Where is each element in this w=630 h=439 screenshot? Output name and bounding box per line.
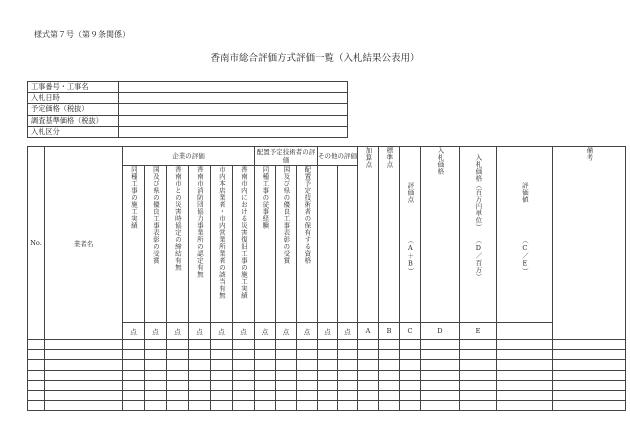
table-cell bbox=[167, 401, 189, 411]
table-cell bbox=[460, 390, 497, 400]
table-cell bbox=[497, 360, 553, 370]
table-cell bbox=[145, 340, 167, 350]
criterion-label: 国及び県の優良工事表彰の受賞 bbox=[282, 166, 291, 264]
table-cell bbox=[379, 360, 400, 370]
criterion-label: 香南市内における災害復旧工事の施工実績 bbox=[239, 166, 248, 299]
info-label: 入札日時 bbox=[28, 93, 119, 104]
table-cell bbox=[297, 370, 318, 380]
table-cell bbox=[233, 401, 255, 411]
info-row bbox=[28, 104, 348, 115]
table-cell bbox=[28, 350, 45, 360]
table-cell bbox=[297, 390, 318, 400]
table-cell bbox=[145, 380, 167, 390]
table-row bbox=[28, 340, 626, 350]
table-cell bbox=[211, 370, 233, 380]
info-row bbox=[28, 93, 348, 104]
no-header: No. bbox=[28, 147, 45, 340]
unit-cell: 点 bbox=[255, 323, 276, 340]
table-cell bbox=[276, 350, 297, 360]
criterion-header bbox=[318, 166, 338, 323]
table-cell bbox=[233, 360, 255, 370]
table-cell bbox=[379, 390, 400, 400]
table-cell bbox=[255, 340, 276, 350]
table-cell bbox=[255, 370, 276, 380]
table-cell bbox=[338, 380, 358, 390]
table-cell bbox=[460, 360, 497, 370]
evaluation-table bbox=[27, 146, 626, 411]
table-cell bbox=[358, 340, 379, 350]
table-cell bbox=[553, 370, 626, 380]
criterion-label: 香南市消防団協力事業所の認定有無 bbox=[195, 166, 204, 278]
table-cell bbox=[379, 401, 400, 411]
summary-column-header bbox=[421, 147, 460, 323]
summary-formula: （C／E） bbox=[520, 237, 529, 275]
table-cell bbox=[276, 401, 297, 411]
criterion-header bbox=[297, 166, 318, 323]
table-cell bbox=[358, 401, 379, 411]
table-cell bbox=[421, 370, 460, 380]
table-cell bbox=[400, 370, 421, 380]
table-cell bbox=[421, 390, 460, 400]
info-value bbox=[119, 115, 348, 126]
table-cell bbox=[233, 380, 255, 390]
info-row bbox=[28, 82, 348, 93]
table-cell bbox=[45, 370, 123, 380]
table-cell bbox=[338, 350, 358, 360]
table-cell bbox=[28, 380, 45, 390]
unit-cell: 点 bbox=[318, 323, 338, 340]
unit-cell: 点 bbox=[145, 323, 167, 340]
table-cell bbox=[211, 360, 233, 370]
table-cell bbox=[497, 340, 553, 350]
table-cell bbox=[233, 390, 255, 400]
table-cell bbox=[553, 340, 626, 350]
table-cell bbox=[553, 350, 626, 360]
table-cell bbox=[318, 390, 338, 400]
table-cell bbox=[460, 350, 497, 360]
table-cell bbox=[45, 340, 123, 350]
table-cell bbox=[318, 380, 338, 390]
column-letter: C bbox=[400, 323, 421, 340]
table-cell bbox=[233, 350, 255, 360]
summary-column-header bbox=[497, 147, 553, 323]
criterion-header bbox=[145, 166, 167, 323]
criterion-label: 市内本店業者・市内営業所業者の該当有無 bbox=[217, 166, 226, 299]
column-letter bbox=[497, 323, 553, 340]
info-label: 工事番号・工事名 bbox=[28, 82, 119, 93]
table-cell bbox=[318, 350, 338, 360]
table-cell bbox=[358, 380, 379, 390]
table-row bbox=[28, 360, 626, 370]
table-cell bbox=[145, 390, 167, 400]
criterion-label: 国及び県の優良工事表彰の受賞 bbox=[151, 166, 160, 264]
table-cell bbox=[276, 370, 297, 380]
criterion-header bbox=[189, 166, 211, 323]
criterion-header bbox=[255, 166, 276, 323]
table-cell bbox=[379, 350, 400, 360]
summary-column-header bbox=[460, 147, 497, 323]
table-cell bbox=[460, 380, 497, 390]
table-cell bbox=[233, 340, 255, 350]
table-cell bbox=[189, 340, 211, 350]
table-cell bbox=[255, 401, 276, 411]
table-row bbox=[28, 390, 626, 400]
table-cell bbox=[189, 401, 211, 411]
summary-label: 標準点 bbox=[385, 147, 394, 168]
table-cell bbox=[211, 340, 233, 350]
table-cell bbox=[400, 401, 421, 411]
column-letter: D bbox=[421, 323, 460, 340]
table-cell bbox=[297, 360, 318, 370]
table-row bbox=[28, 401, 626, 411]
table-row bbox=[28, 350, 626, 360]
table-cell bbox=[211, 390, 233, 400]
table-cell bbox=[45, 401, 123, 411]
table-cell bbox=[167, 380, 189, 390]
table-cell bbox=[123, 380, 145, 390]
summary-column-header bbox=[358, 147, 379, 323]
table-cell bbox=[45, 380, 123, 390]
table-cell bbox=[497, 401, 553, 411]
unit-cell: 点 bbox=[211, 323, 233, 340]
table-cell bbox=[167, 350, 189, 360]
table-cell bbox=[211, 350, 233, 360]
criterion-header bbox=[276, 166, 297, 323]
table-cell bbox=[318, 360, 338, 370]
column-letter: E bbox=[460, 323, 497, 340]
summary-column-header bbox=[379, 147, 400, 323]
table-cell bbox=[553, 401, 626, 411]
company-name-header: 業者名 bbox=[45, 147, 123, 340]
table-cell bbox=[167, 390, 189, 400]
table-cell bbox=[28, 360, 45, 370]
unit-cell: 点 bbox=[167, 323, 189, 340]
table-cell bbox=[28, 370, 45, 380]
table-cell bbox=[358, 390, 379, 400]
summary-column-header bbox=[400, 147, 421, 323]
table-cell bbox=[421, 350, 460, 360]
unit-cell: 点 bbox=[123, 323, 145, 340]
engineer-eval-header: 配置予定技術者の評価 bbox=[255, 147, 318, 166]
table-cell bbox=[123, 390, 145, 400]
unit-cell: 点 bbox=[233, 323, 255, 340]
table-cell bbox=[400, 340, 421, 350]
table-cell bbox=[460, 401, 497, 411]
table-cell bbox=[255, 360, 276, 370]
table-cell bbox=[460, 340, 497, 350]
table-cell bbox=[460, 370, 497, 380]
table-cell bbox=[553, 360, 626, 370]
table-cell bbox=[553, 380, 626, 390]
table-cell bbox=[318, 340, 338, 350]
table-cell bbox=[123, 370, 145, 380]
table-cell bbox=[255, 380, 276, 390]
table-cell bbox=[167, 370, 189, 380]
unit-cell: 点 bbox=[297, 323, 318, 340]
table-row bbox=[28, 370, 626, 380]
company-eval-header: 企業の評価 bbox=[123, 147, 255, 166]
table-cell bbox=[211, 401, 233, 411]
table-cell bbox=[123, 350, 145, 360]
table-cell bbox=[189, 350, 211, 360]
table-cell bbox=[28, 340, 45, 350]
table-cell bbox=[145, 350, 167, 360]
criterion-header bbox=[338, 166, 358, 323]
table-cell bbox=[497, 350, 553, 360]
table-cell bbox=[358, 370, 379, 380]
table-cell bbox=[123, 401, 145, 411]
table-cell bbox=[497, 370, 553, 380]
form-number: 様式第７号（第９条関係） bbox=[34, 30, 130, 39]
table-cell bbox=[145, 360, 167, 370]
info-row bbox=[28, 126, 348, 137]
summary-label: 評価点 bbox=[406, 181, 415, 203]
criterion-header bbox=[211, 166, 233, 323]
remarks-label: 備考 bbox=[585, 147, 594, 161]
table-cell bbox=[379, 380, 400, 390]
table-cell bbox=[123, 360, 145, 370]
table-cell bbox=[233, 370, 255, 380]
table-cell bbox=[145, 401, 167, 411]
table-cell bbox=[318, 401, 338, 411]
table-cell bbox=[297, 350, 318, 360]
table-cell bbox=[338, 390, 358, 400]
table-cell bbox=[276, 340, 297, 350]
table-cell bbox=[297, 380, 318, 390]
table-cell bbox=[379, 370, 400, 380]
page-title: 香南市総合評価方式評価一覧（入札結果公表用） bbox=[210, 53, 420, 64]
table-cell bbox=[276, 380, 297, 390]
table-cell bbox=[255, 390, 276, 400]
column-letter: A bbox=[358, 323, 379, 340]
table-cell bbox=[421, 340, 460, 350]
unit-cell: 点 bbox=[189, 323, 211, 340]
table-cell bbox=[497, 390, 553, 400]
criterion-label: 配置予定技術者の保有する資格 bbox=[303, 166, 312, 264]
info-value bbox=[119, 126, 348, 137]
table-cell bbox=[276, 360, 297, 370]
table-cell bbox=[318, 370, 338, 380]
table-cell bbox=[123, 340, 145, 350]
criterion-header bbox=[167, 166, 189, 323]
table-cell bbox=[421, 401, 460, 411]
table-cell bbox=[28, 401, 45, 411]
table-cell bbox=[553, 390, 626, 400]
table-cell bbox=[400, 360, 421, 370]
info-label: 調査基準価格（税抜） bbox=[28, 115, 119, 126]
table-cell bbox=[421, 380, 460, 390]
table-cell bbox=[276, 390, 297, 400]
table-cell bbox=[400, 350, 421, 360]
summary-label: 入札価格（百万円単位） bbox=[474, 153, 483, 231]
table-cell bbox=[167, 340, 189, 350]
table-cell bbox=[338, 370, 358, 380]
table-cell bbox=[45, 360, 123, 370]
info-label: 入札区分 bbox=[28, 126, 119, 137]
table-cell bbox=[338, 360, 358, 370]
table-cell bbox=[379, 340, 400, 350]
criterion-label: 香南市との災害時協定の締結有無 bbox=[173, 166, 182, 271]
table-row bbox=[28, 380, 626, 390]
info-value bbox=[119, 93, 348, 104]
table-cell bbox=[28, 390, 45, 400]
criterion-label: 同種工事の従事経験 bbox=[261, 166, 270, 229]
table-cell bbox=[45, 390, 123, 400]
table-cell bbox=[45, 350, 123, 360]
table-cell bbox=[358, 350, 379, 360]
table-cell bbox=[421, 360, 460, 370]
table-cell bbox=[211, 380, 233, 390]
data-rows bbox=[28, 340, 626, 411]
table-cell bbox=[189, 380, 211, 390]
summary-label: 評価値 bbox=[520, 181, 529, 203]
summary-formula: （A＋B） bbox=[406, 237, 415, 275]
table-cell bbox=[189, 390, 211, 400]
info-table bbox=[27, 81, 348, 138]
column-letter: B bbox=[379, 323, 400, 340]
criterion-label: 同種工事の施工実績 bbox=[129, 166, 138, 229]
table-cell bbox=[167, 360, 189, 370]
table-cell bbox=[338, 401, 358, 411]
table-cell bbox=[189, 360, 211, 370]
table-cell bbox=[497, 380, 553, 390]
unit-cell: 点 bbox=[276, 323, 297, 340]
table-cell bbox=[255, 350, 276, 360]
criterion-header bbox=[233, 166, 255, 323]
table-cell bbox=[297, 340, 318, 350]
other-eval-header: その他の評価 bbox=[318, 147, 358, 166]
table-cell bbox=[400, 390, 421, 400]
info-value bbox=[119, 82, 348, 93]
info-value bbox=[119, 104, 348, 115]
table-cell bbox=[338, 340, 358, 350]
summary-label: 入札価格 bbox=[436, 147, 445, 175]
info-label: 予定価格（税抜） bbox=[28, 104, 119, 115]
info-row bbox=[28, 115, 348, 126]
unit-cell: 点 bbox=[338, 323, 358, 340]
table-cell bbox=[145, 370, 167, 380]
table-cell bbox=[189, 370, 211, 380]
remarks-header bbox=[553, 147, 626, 340]
summary-formula: （D／百万） bbox=[474, 237, 483, 281]
table-cell bbox=[297, 401, 318, 411]
summary-label: 加算点 bbox=[364, 147, 373, 168]
table-cell bbox=[358, 360, 379, 370]
table-cell bbox=[400, 380, 421, 390]
criterion-header bbox=[123, 166, 145, 323]
